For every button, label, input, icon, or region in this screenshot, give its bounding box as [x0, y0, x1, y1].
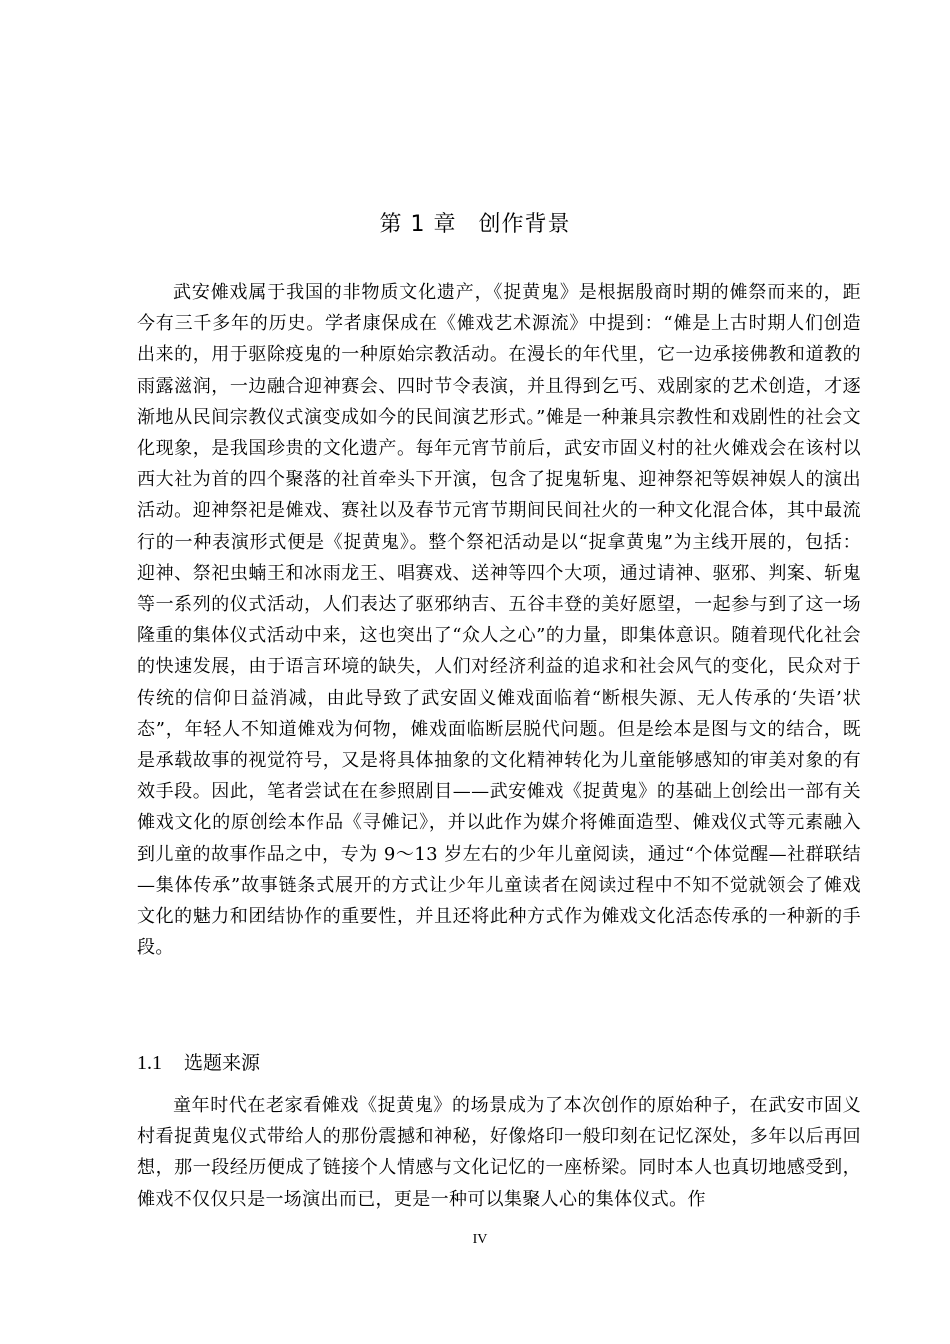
body-paragraph: 武安傩戏属于我国的非物质文化遗产，《捉黄鬼》是根据殷商时期的傩祭而来的，距今有三千多年的历史。学者康保成在《傩戏艺术源流》中提到：“傩是上古时期人们创造出来的，用于驱除疫鬼的一种原始宗教活动。在漫长的年代里，它一边承接佛教和道教的雨露滋润，一边融合迎神赛会、四时节令表演，并且得到乞丐、戏剧家的艺术创造，才逐渐地从民间宗教仪式演变成如今的民间演艺形式。”傩是一种兼具宗教性和戏剧性的社会文化现象，是我国珍贵的文化遗产。每年元宵节前后，武安市固义村的社火傩戏会在该村以西大社为首的四个聚落的社首牵头下开演，包含了捉鬼斩鬼、迎神祭祀等娱神娱人的演出活动。迎神祭祀是傩戏、赛社以及春节元宵节期间民间社火的一种文化混合体，其中最流行的一种表演形式便是《捉黄鬼》。整个祭祀活动是以“捉拿黄鬼”为主线开展的，包括：迎神、祭祀虫蝻王和冰雨龙王、唱赛戏、送神等四个大项，通过请神、驱邪、判案、斩鬼等一系列的仪式活动，人们表达了驱邪纳吉、五谷丰登的美好愿望，一起参与到了这一场隆重的集体仪式活动中来，这也突出了“众人之心”的力量，即集体意识。随着现代化社会的快速发展，由于语言环境的缺失，人们对经济利益的追求和社会风气的变化，民众对于传统的信仰日益消减，由此导致了武安固义傩戏面临着“断根失源、无人传承的‘失语’状态”，年轻人不知道傩戏为何物，傩戏面临断层脱代问题。但是绘本是图与文的结合，既是承载故事的视觉符号，又是将具体抽象的文化精神转化为儿童能够感知的审美对象的有效手段。因此，笔者尝试在在参照剧目——武安傩戏《捉黄鬼》的基础上创绘出一部有关傩戏文化的原创绘本作品《寻傩记》，并以此作为媒介将傩面造型、傩戏仪式等元素融入到儿童的故事作品之中，专为 9～13 岁左右的少年儿童阅读，通过“个体觉醒—社群联结—集体传承”故事链条式展开的方式让少年儿童读者在阅读过程中不知不觉就领会了傩戏文化的魅力和团结协作的重要性，并且还将此种方式作为傩戏文化活态传承的一种新的手段。	[137, 282, 861, 959]
chapter-number: 第 1 章	[379, 212, 457, 237]
section-heading	[137, 1048, 260, 1078]
chapter-title	[0, 209, 950, 241]
section-title: 选题来源	[184, 1052, 261, 1074]
chapter-title-text: 创作背景	[478, 212, 571, 237]
section-number: 1.1	[137, 1052, 162, 1074]
page-number: IV	[472, 1232, 488, 1247]
body-paragraph: 童年时代在老家看傩戏《捉黄鬼》的场景成为了本次创作的原始种子，在武安市固义村看捉黄鬼仪式带给人的那份震撼和神秘，好像烙印一般印刻在记忆深处，多年以后再回想，那一段经历便成了链接个人情感与文化记忆的一座桥梁。同时本人也真切地感受到，傩戏不仅仅只是一场演出而已，更是一种可以集聚人心的集体仪式。作	[137, 1095, 861, 1210]
